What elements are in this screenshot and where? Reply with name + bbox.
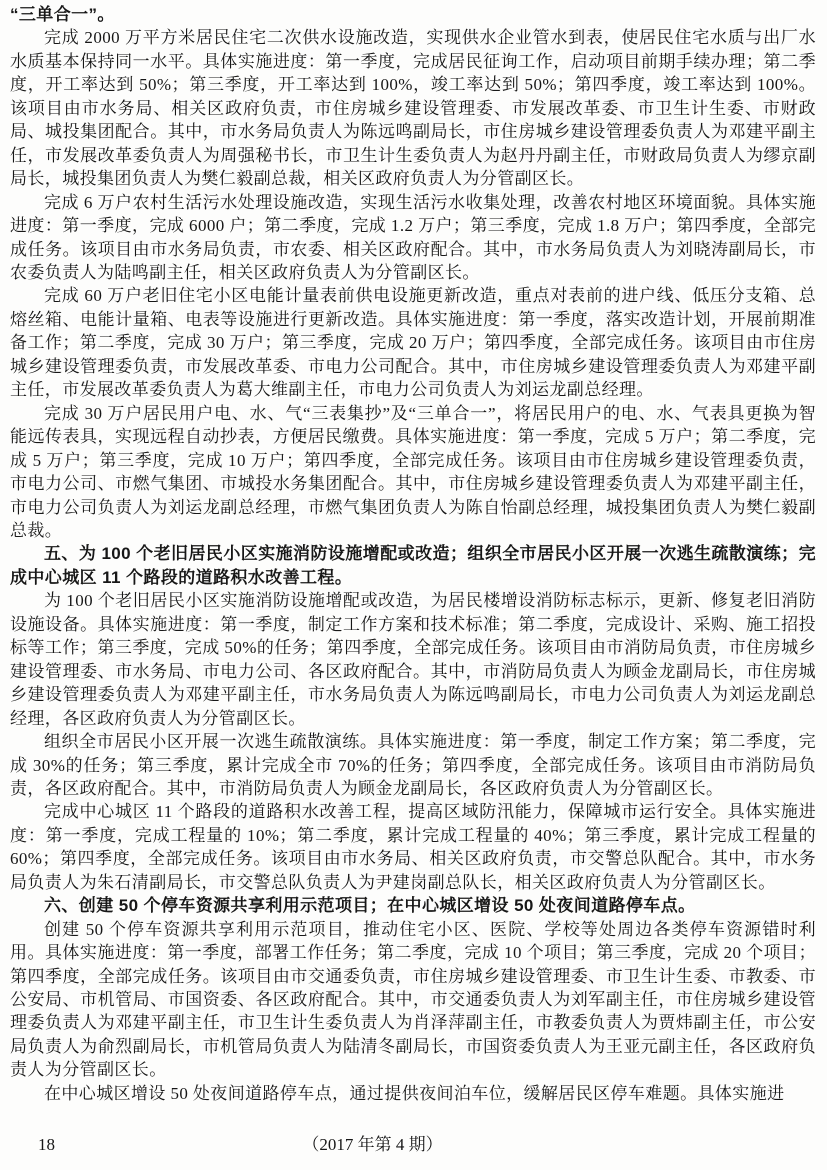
body-paragraph: 组织全市居民小区开展一次逃生疏散演练。具体实施进度：第一季度，制定工作方案；第二季度，完成 30%的任务；第三季度，累计完成全市 70%的任务；第四季度，全部完成任务。该项目由市消防局负责，各区政府配合。其中，市消防局负责人为顾金龙副局长，各区政府负责人为分管副区长。 xyxy=(10,732,816,798)
body-paragraph: 创建 50 个停车资源共享利用示范项目，推动住宅小区、医院、学校等处周边各类停车资源错时利用。具体实施进度：第一季度，部署工作任务；第二季度，完成 10 个项目；第三季度，完成 20 个项目；第四季度，全部完成任务。该项目由市交通委负责，市住房城乡建设管理委、市卫生计生委、市教委、市公安局、市机管局、市国资委、各区政府配合。其中，市交通委负责人为刘军副主任，市住房城乡建设管理委负责人为邓建平副主任，市卫生计生委负责人为肖泽萍副主任，市教委负责人为贾炜副主任，市公安局负责人为俞烈副局长，市机管局负责人为陆清冬副局长，市国资委负责人为王亚元副主任，各区政府负责人为分管副区长。 xyxy=(10,919,816,1080)
section-heading: 六、创建 50 个停车资源共享利用示范项目；在中心城区增设 50 处夜间道路停车点。 xyxy=(44,896,696,916)
body-paragraph: 完成 30 万户居民用户电、水、气“三表集抄”及“三单合一”，将居民用户的电、水、气表具更换为智能远传表具，实现远程自动抄表，方便居民缴费。具体实施进度：第一季度，完成 5 万户；第二季度，完成 5 万户；第三季度，完成 10 万户；第四季度，全部完成任务。该项目由市住房城乡建设管理委负责，市电力公司、市燃气集团、市城投水务集团配合。其中，市住房城乡建设管理委负责人为邓建平副主任，市电力公司负责人为刘运龙副总经理，市燃气集团负责人为陈自怡副总经理，城投集团负责人为樊仁毅副总裁。 xyxy=(10,403,816,540)
body-paragraph: 完成 6 万户农村生活污水处理设施改造，实现生活污水收集处理，改善农村地区环境面貌。具体实施进度：第一季度，完成 6000 户；第二季度，完成 1.2 万户；第三季度，完成 1.8 万户；第四季度，全部完成任务。该项目由市水务局负责，市农委、相关区政府配合。其中，市水务局负责人为刘晓涛副局长，市农委负责人为陆鸣副主任，相关区政府负责人为分管副区长。 xyxy=(10,192,816,282)
body-paragraph: 在中心城区增设 50 处夜间道路停车点，通过提供夜间泊车位，缓解居民区停车难题。具体实施进 xyxy=(44,1083,785,1103)
page-number: 18 xyxy=(38,1135,55,1154)
body-paragraph: 完成 2000 万平方米居民住宅二次供水设施改造，实现供水企业管水到表，使居民住宅水质与出厂水水质基本保持同一水平。具体实施进度：第一季度，完成居民征询工作，启动项目前期手续办理；第二季度，开工率达到 50%；第三季度，开工率达到 100%，竣工率达到 50%；第四季度，竣工率达到 100%。该项目由市水务局、相关区政府负责，市住房城乡建设管理委、市发展改革委、市卫生计生委、市财政局、城投集团配合。其中，市水务局负责人为陈远鸣副局长，市住房城乡建设管理委负责人为邓建平副主任，市发展改革委负责人为周强秘书长，市卫生计生委负责人为赵丹丹副主任，市财政局负责人为缪京副局长，城投集团负责人为樊仁毅副总裁，相关区政府负责人为分管副区长。 xyxy=(10,28,816,189)
document-body xyxy=(10,3,816,1105)
section-heading: 五、为 100 个老旧居民小区实施消防设施增配或改造；组织全市居民小区开展一次逃生疏散演练；完成中心城区 11 个路段的道路积水改善工程。 xyxy=(10,544,816,587)
page-footer xyxy=(10,1134,815,1156)
body-paragraph: 完成中心城区 11 个路段的道路积水改善工程，提高区域防汛能力，保障城市运行安全。具体实施进度：第一季度，完成工程量的 10%；第二季度，累计完成工程量的 40%；第三季度，累计完成工程量的 60%；第四季度，全部完成任务。该项目由市水务局、相关区政府负责，市交警总队配合。其中，市水务局负责人为朱石清副局长，市交警总队负责人为尹建岗副总队长，相关区政府负责人为分管副区长。 xyxy=(10,802,816,892)
body-paragraph: 为 100 个老旧居民小区实施消防设施增配或改造，为居民楼增设消防标志标示，更新、修复老旧消防设施设备。具体实施进度：第一季度，制定工作方案和技术标准；第二季度，完成设计、采购、施工招投标等工作；第三季度，完成 50%的任务；第四季度，全部完成任务。该项目由市消防局负责，市住房城乡建设管理委、市水务局、市电力公司、各区政府配合。其中，市消防局负责人为顾金龙副局长，市住房城乡建设管理委负责人为邓建平副主任，市水务局负责人为陈远鸣副局长，市电力公司负责人为刘运龙副总经理，各区政府负责人为分管副区长。 xyxy=(10,591,816,728)
body-paragraph: 完成 60 万户老旧住宅小区电能计量表前供电设施更新改造，重点对表前的进户线、低压分支箱、总熔丝箱、电能计量箱、电表等设施进行更新改造。具体实施进度：第一季度，落实改造计划，开展前期准备工作；第二季度，完成 30 万户；第三季度，完成 20 万户；第四季度，全部完成任务。该项目由市住房城乡建设管理委负责，市发展改革委、市电力公司配合。其中，市住房城乡建设管理委负责人为邓建平副主任，市发展改革委负责人为葛大维副主任，市电力公司负责人为刘运龙副总经理。 xyxy=(10,286,816,400)
issue-label: （2017 年第 4 期） xyxy=(302,1135,443,1154)
section-heading: “三单合一”。 xyxy=(10,5,115,24)
